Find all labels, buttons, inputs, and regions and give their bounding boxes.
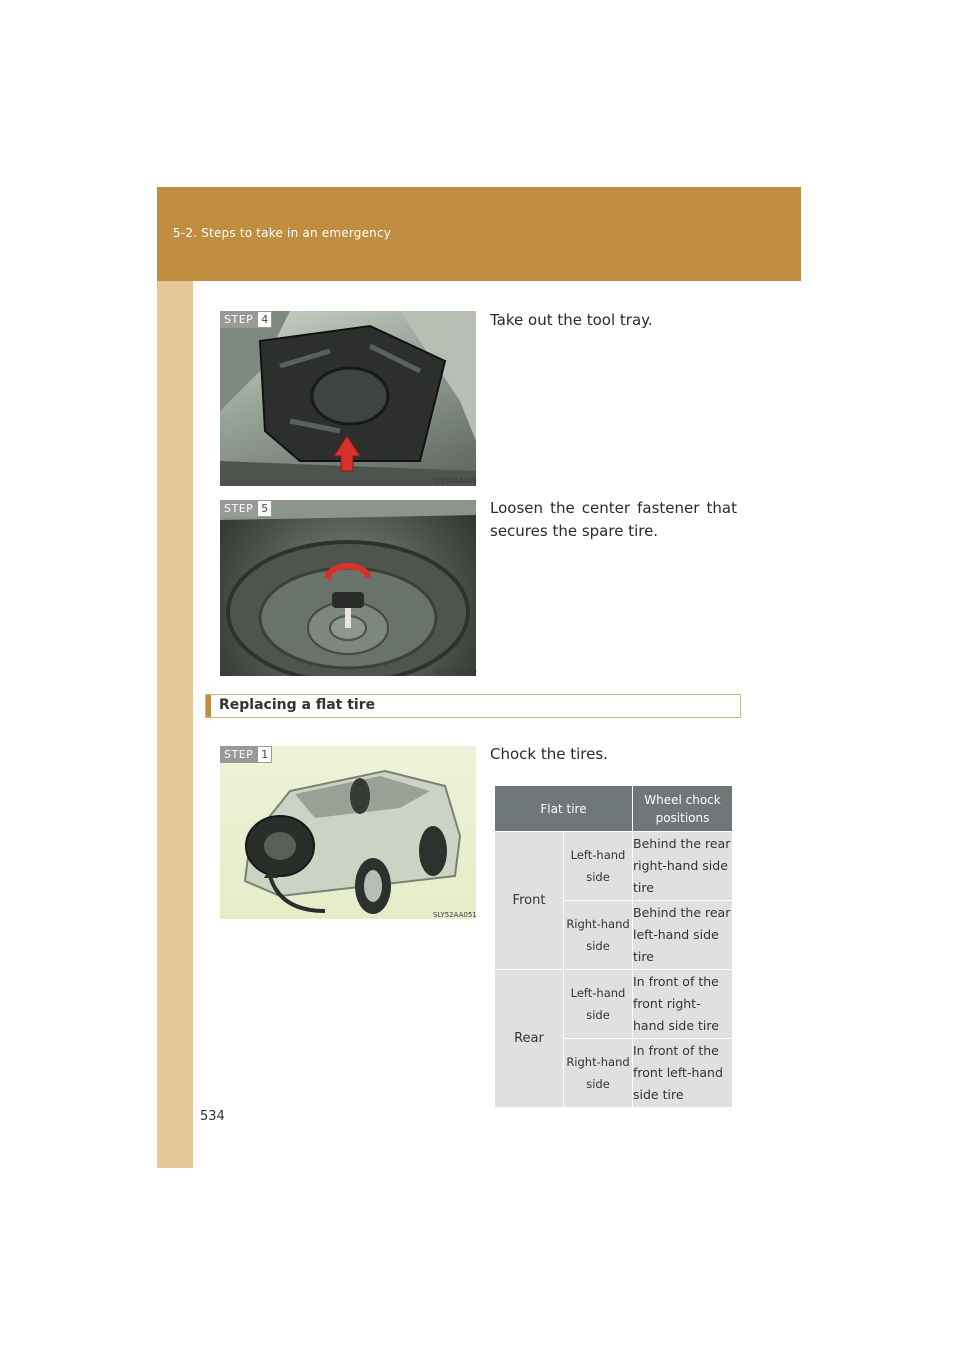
table-row <box>495 832 733 901</box>
chock-cell: Behind the rear left-hand side tire <box>633 901 733 970</box>
car-chock-illustration <box>220 746 476 919</box>
position-rear: Rear <box>495 970 564 1108</box>
section-accent <box>206 695 211 717</box>
section-title: Replacing a flat tire <box>219 697 376 713</box>
chock-cell: In front of the front left-hand side tire <box>633 1039 733 1108</box>
side-cell: Left-hand side <box>564 832 633 901</box>
section-breadcrumb: 5-2. Steps to take in an emergency <box>173 226 392 240</box>
figure-code: SLY52AA049 <box>433 477 477 485</box>
step-word: STEP <box>220 500 257 517</box>
position-front: Front <box>495 832 564 970</box>
header-wheel-chock: Wheel chock positions <box>633 786 733 832</box>
figure-code: SLY52AA051 <box>433 911 477 919</box>
side-cell: Right-hand side <box>564 901 633 970</box>
step-number: 4 <box>257 311 272 328</box>
tool-tray-illustration <box>220 311 476 486</box>
side-cell: Right-hand side <box>564 1039 633 1108</box>
page-margin-band <box>157 187 193 1168</box>
table-header-row <box>495 786 733 832</box>
section-heading-bar <box>205 694 741 718</box>
chock-cell: In front of the front right-hand side tire <box>633 970 733 1039</box>
step-number: 5 <box>257 500 272 517</box>
step-1-text: Chock the tires. <box>490 745 608 763</box>
spare-tire-illustration <box>220 500 476 676</box>
step-word: STEP <box>220 746 257 763</box>
step-5-text: Loosen the center fastener that secures the spare tire. <box>490 499 737 540</box>
side-cell: Left-hand side <box>564 970 633 1039</box>
figure-code: SLY52AA050 <box>433 668 477 676</box>
step-number: 1 <box>257 746 272 763</box>
step-word: STEP <box>220 311 257 328</box>
page-number: 534 <box>200 1109 225 1124</box>
step-4-badge <box>220 311 272 328</box>
step-5-badge <box>220 500 272 517</box>
wheel-chock-table <box>494 785 733 1108</box>
table-row <box>495 970 733 1039</box>
step-4-text: Take out the tool tray. <box>490 311 653 329</box>
header-flat-tire: Flat tire <box>495 786 633 832</box>
step-1-badge <box>220 746 272 763</box>
chock-cell: Behind the rear right-hand side tire <box>633 832 733 901</box>
